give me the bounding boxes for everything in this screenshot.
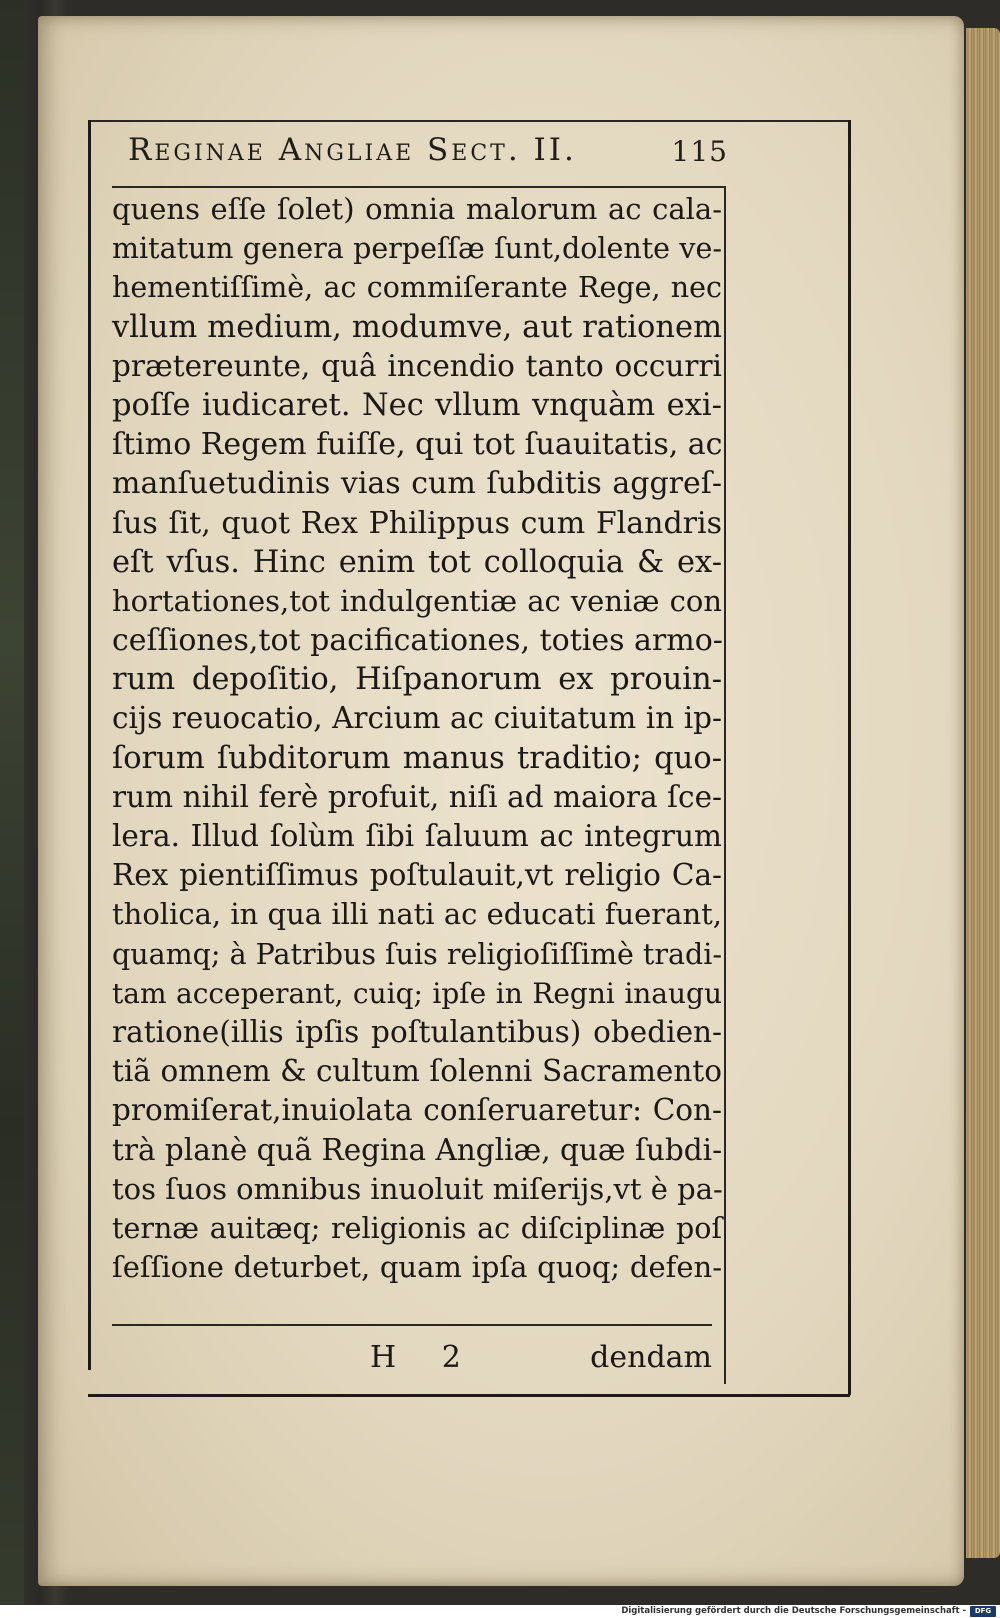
book-spine xyxy=(0,0,24,1605)
running-head xyxy=(128,132,728,176)
text-line: ſeſſione deturbet, quam ipſa quoq; defen- xyxy=(112,1250,722,1285)
text-line: Rex pientiſſimus poſtulauit,vt religio Ca- xyxy=(112,858,722,893)
text-line: tos ſuos omnibus inuoluit miſerijs,vt è pa- xyxy=(112,1171,723,1206)
catchword: dendam xyxy=(590,1340,712,1375)
text-line: rum depoſitio, Hiſpanorum ex prouin- xyxy=(112,662,722,698)
text-line: ternæ auitæq; religionis ac diſciplinæ poſ xyxy=(112,1211,722,1245)
text-line: hortationes,tot indulgentiæ ac veniæ con xyxy=(112,583,722,618)
frame-left-rule xyxy=(88,120,91,1370)
page-number: 115 xyxy=(671,135,728,168)
frame-right-rule xyxy=(848,120,851,1395)
text-line: eſt vſus. Hinc enim tot colloquia & ex- xyxy=(112,544,722,580)
text-line: quamq; à Patribus ſuis religioſiſſimè tradi- xyxy=(112,937,722,971)
text-bottom-rule xyxy=(112,1324,712,1326)
text-right-rule xyxy=(724,186,726,1384)
text-line: poſſe iudicaret. Nec vllum vnquàm exi- xyxy=(112,387,722,423)
head-rule xyxy=(112,186,726,188)
frame-top-rule xyxy=(88,120,850,122)
text-line: trà planè quã Regina Angliæ, quæ ſubdi- xyxy=(112,1132,723,1167)
text-line: tam acceperant, cuiq; ipſe in Regni inaugu xyxy=(112,976,722,1010)
text-line: tiã omnem & cultum ſolenni Sacramento xyxy=(112,1054,722,1089)
body-text xyxy=(112,190,722,1287)
running-head-title: Reginae Angliae Sect. II. xyxy=(128,132,577,168)
dfg-logo: DFG xyxy=(970,1606,996,1617)
text-line: ceſſiones,tot pacificationes, toties armo- xyxy=(112,623,723,659)
signature-mark: H 2 xyxy=(370,1340,479,1375)
text-line: ſtimo Regem fuiſſe, qui tot ſuauitatis, ac xyxy=(112,427,723,463)
text-line: ſus ſit, quot Rex Philippus cum Flandris xyxy=(112,505,722,541)
text-line: quens eſſe ſolet) omnia malorum ac cala- xyxy=(112,192,722,226)
text-line: manſuetudinis vias cum ſubditis aggreſ- xyxy=(112,466,722,502)
text-line: mitatum genera perpeſſæ ſunt,dolente ve- xyxy=(112,232,722,266)
text-line: tholica, in qua illi nati ac educati fuerant, xyxy=(112,897,722,932)
text-line: rum nihil ferè profuit, niſi ad maiora ſce- xyxy=(112,779,722,814)
page-footer xyxy=(112,1340,712,1384)
text-line: vllum medium, modumve, aut rationem xyxy=(112,309,722,345)
page-edges xyxy=(966,28,1000,1558)
text-line: hementiſſimè, ac commiſerante Rege, nec xyxy=(112,271,722,305)
text-line: ſorum ſubditorum manus traditio; quo- xyxy=(112,740,722,776)
text-line: lera. Illud ſolùm ſibi ſaluum ac integrum xyxy=(112,819,722,853)
text-line: prætereunte, quâ incendio tanto occurri xyxy=(112,348,722,383)
frame-bottom-rule xyxy=(88,1394,850,1397)
text-line: cijs reuocatio, Arcium ac ciuitatum in ip- xyxy=(112,701,722,736)
text-line: ratione(illis ipſis poſtulantibus) obedien- xyxy=(112,1014,722,1049)
text-line: promiſerat,inuiolata conſeruaretur: Con- xyxy=(112,1093,722,1128)
funding-credit: Digitalisierung gefördert durch die Deutsche Forschungsgemeinschaft - xyxy=(621,1606,966,1616)
